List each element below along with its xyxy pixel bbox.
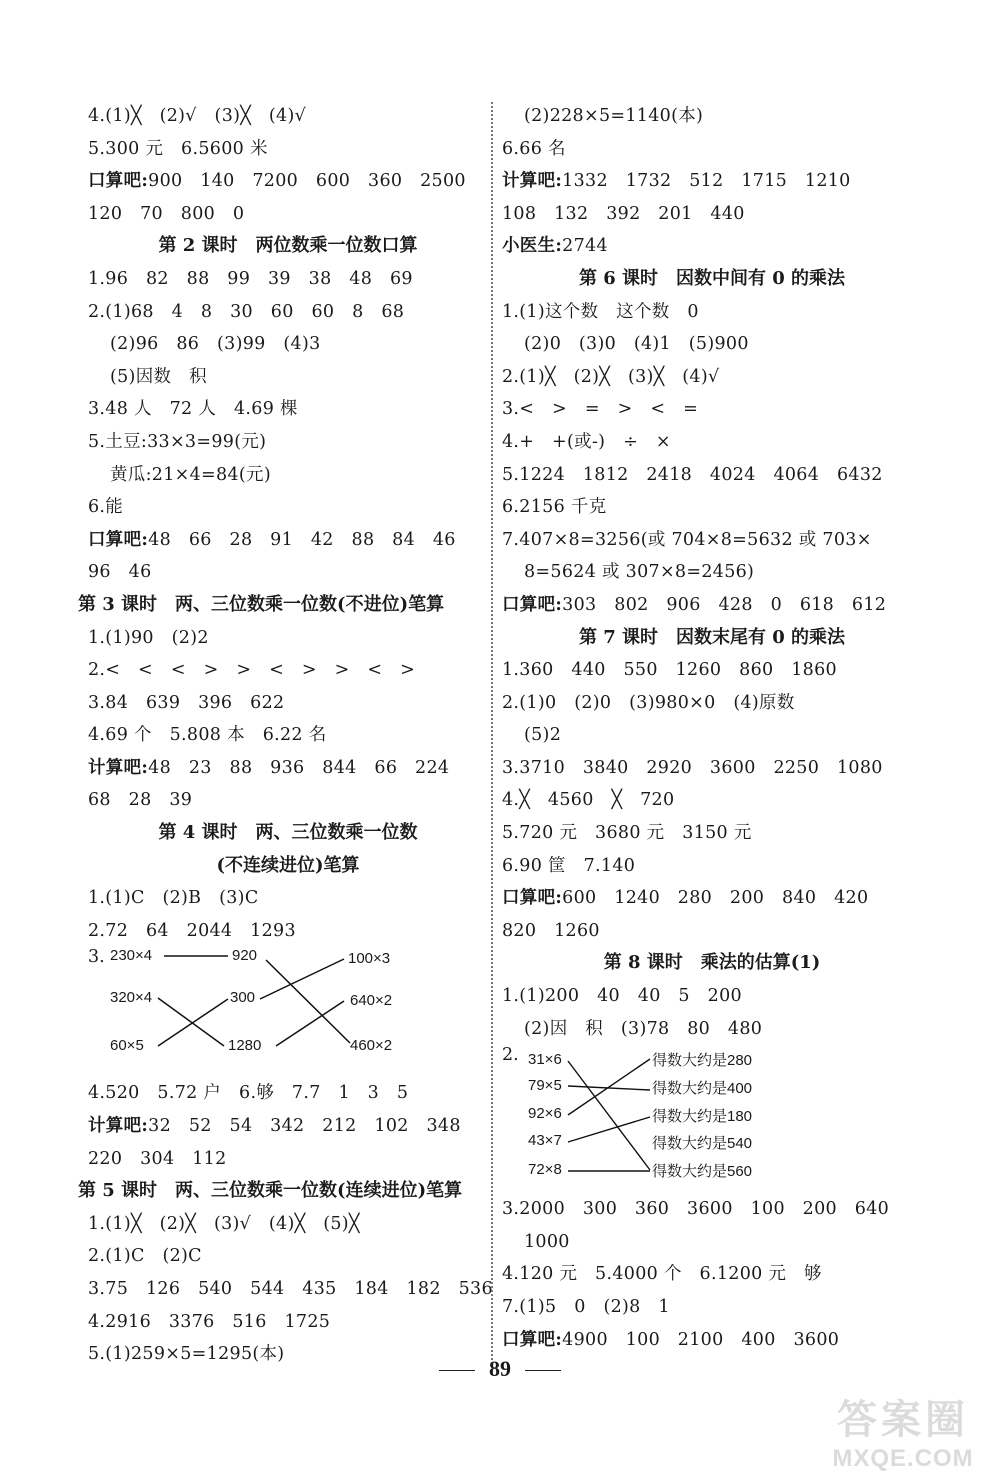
- answer-line: 2.(1)68 4 8 30 60 60 8 68: [88, 301, 405, 322]
- answer-line: 68 28 39: [88, 790, 193, 811]
- answer-line: 黄瓜:21×4=84(元): [110, 464, 271, 485]
- answer-line: 3.3710 3840 2920 3600 2250 1080: [502, 757, 883, 778]
- match-left-item: 230×4: [110, 947, 153, 965]
- column-divider: [491, 102, 493, 1372]
- answer-line: 4.69 个 5.808 本 6.22 名: [88, 725, 327, 746]
- answer-values: 48 23 88 936 844 66 224: [148, 757, 450, 778]
- answer-line: 1.360 440 550 1260 860 1860: [502, 660, 837, 681]
- answer-line: (2)因 积 (3)78 80 480: [524, 1018, 763, 1039]
- answer-line: 3.48 人 72 人 4.69 棵: [88, 399, 298, 420]
- lesson-heading-2: 第 2 课时 两位数乘一位数口算: [158, 235, 418, 257]
- match-left-item: 72×8: [528, 1161, 562, 1179]
- answer-line: (5)2: [524, 725, 562, 746]
- page-number-dash: [525, 1370, 561, 1371]
- answer-line: 4.+ +(或-) ÷ ×: [502, 431, 671, 452]
- answer-line: 8=5624 或 307×8=2456): [524, 562, 755, 583]
- answer-line: 4.520 5.72 户 6.够 7.7 1 3 5: [88, 1083, 409, 1104]
- answer-line: 220 304 112: [88, 1148, 227, 1169]
- section-label: 口算吧:: [502, 1329, 563, 1350]
- match-right-item: 100×3: [348, 950, 391, 968]
- answer-line: 108 132 392 201 440: [502, 203, 745, 224]
- match-left-item: 79×5: [528, 1077, 562, 1095]
- answer-line: 4.2916 3376 516 1725: [88, 1311, 331, 1332]
- lesson-heading-4-sub: (不连续进位)笔算: [216, 854, 360, 876]
- answer-line: 2.(1)0 (2)0 (3)980×0 (4)原数: [502, 692, 795, 713]
- answer-line: 4.120 元 5.4000 个 6.1200 元 够: [502, 1264, 822, 1285]
- watermark-text: 答案圈: [837, 1398, 969, 1442]
- section-label: 口算吧:: [502, 888, 563, 909]
- answer-values: 1332 1732 512 1715 1210: [562, 171, 851, 192]
- answer-line: 2.72 64 2044 1293: [88, 920, 296, 941]
- match-right-item: 得数大约是400: [652, 1080, 753, 1098]
- answer-line: 1.(1)╳ (2)╳ (3)√ (4)╳ (5)╳: [88, 1213, 360, 1234]
- question-number: 3.: [88, 947, 105, 968]
- answer-line: [502, 882, 922, 915]
- match-right-item: 640×2: [350, 992, 393, 1010]
- lesson-heading-6: 第 6 课时 因数中间有 0 的乘法: [578, 267, 846, 289]
- answer-line: 6.2156 千克: [502, 497, 607, 518]
- section-label: 口算吧:: [502, 594, 563, 615]
- answer-line: 1.(1)200 40 40 5 200: [502, 986, 742, 1007]
- lesson-heading-5: 第 5 课时 两、三位数乘一位数(连续进位)笔算: [78, 1180, 463, 1202]
- answer-values: 2744: [562, 236, 608, 257]
- answer-line: 5.1224 1812 2418 4024 4064 6432: [502, 464, 883, 485]
- question-number: 2.: [502, 1045, 519, 1066]
- section-label: 口算吧:: [88, 529, 149, 550]
- answer-line: 1.(1)90 (2)2: [88, 627, 209, 648]
- section-label: 计算吧:: [88, 1116, 149, 1137]
- answer-line: [502, 589, 922, 622]
- page-number-text: 89: [489, 1356, 511, 1381]
- answer-line: [88, 1110, 488, 1143]
- answer-line: 4.╳ 4560 ╳ 720: [502, 790, 675, 811]
- section-label: 小医生:: [502, 236, 563, 257]
- answer-line: 3.75 126 540 544 435 184 182 536: [88, 1279, 493, 1299]
- matching-diagram-2: [502, 1045, 922, 1193]
- lesson-heading-7: 第 7 课时 因数末尾有 0 的乘法: [578, 626, 846, 648]
- answer-values: 4900 100 2100 400 3600: [562, 1329, 840, 1350]
- answer-line: 5.300 元 6.5600 米: [88, 138, 268, 159]
- section-label: 口算吧:: [88, 171, 149, 192]
- answer-line: (2)96 86 (3)99 (4)3: [110, 334, 321, 355]
- match-right-item: 得数大约是280: [652, 1052, 753, 1070]
- match-right-item: 460×2: [350, 1037, 393, 1055]
- answer-line: 820 1260: [502, 920, 600, 941]
- answer-line: (2)228×5=1140(本): [524, 106, 704, 126]
- left-column: [78, 100, 493, 1371]
- answer-line: (2)0 (3)0 (4)1 (5)900: [524, 334, 749, 355]
- answer-line: 7.(1)5 0 (2)8 1: [502, 1297, 670, 1317]
- match-right-item: 得数大约是540: [652, 1135, 753, 1153]
- answer-line: 3.2000 300 360 3600 100 200 640: [502, 1199, 890, 1220]
- answer-line: 2.(1)C (2)C: [88, 1246, 202, 1267]
- answer-line: [502, 230, 922, 263]
- answer-line: 6.90 筐 7.140: [502, 855, 636, 876]
- answer-line: 120 70 800 0: [88, 203, 245, 224]
- answer-line: [88, 165, 488, 198]
- answer-line: [502, 165, 922, 198]
- page-number-dash: [439, 1370, 475, 1371]
- match-right-item: 得数大约是560: [652, 1163, 753, 1181]
- answer-line: 2.< < < > > < > > < >: [88, 660, 416, 681]
- match-right-item: 得数大约是180: [652, 1108, 753, 1126]
- match-mid-item: 920: [232, 947, 258, 965]
- answer-line: 3.< > = > < =: [502, 399, 699, 420]
- lesson-heading-4: 第 4 课时 两、三位数乘一位数: [158, 822, 418, 844]
- answer-values: 303 802 906 428 0 618 612: [562, 594, 887, 615]
- answer-values: 900 140 7200 600 360 2500: [148, 171, 466, 192]
- answer-values: 32 52 54 342 212 102 348: [148, 1116, 461, 1137]
- lesson-heading-8: 第 8 课时 乘法的估算(1): [603, 952, 821, 974]
- answer-line: 5.土豆:33×3=99(元): [88, 431, 267, 452]
- answer-line: 1.(1)这个数 这个数 0: [502, 301, 699, 322]
- answer-line: 6.能: [88, 497, 124, 518]
- matching-lines: [88, 947, 488, 1077]
- answer-line: 6.66 名: [502, 138, 566, 159]
- answer-line: 3.84 639 396 622: [88, 692, 285, 713]
- match-mid-item: 1280: [228, 1037, 262, 1055]
- match-left-item: 43×7: [528, 1132, 562, 1150]
- watermark-logo: [818, 1388, 988, 1473]
- section-label: 计算吧:: [502, 171, 563, 192]
- matching-diagram-1: [88, 947, 488, 1077]
- answer-line: 1.96 82 88 99 39 38 48 69: [88, 268, 413, 289]
- answer-line: [88, 752, 488, 785]
- match-left-item: 31×6: [528, 1051, 562, 1069]
- right-column: [502, 100, 922, 1356]
- match-left-item: 92×6: [528, 1105, 562, 1123]
- answer-values: 600 1240 280 200 840 420: [562, 888, 869, 909]
- answer-line: (5)因数 积: [110, 366, 207, 387]
- page-number: [0, 1356, 1000, 1382]
- answer-line: 1000: [524, 1231, 570, 1252]
- section-label: 计算吧:: [88, 757, 149, 778]
- answer-line: 5.(1)259×5=1295(本): [88, 1344, 285, 1365]
- answer-line: [502, 1324, 922, 1357]
- watermark-url: MXQE.COM: [832, 1445, 974, 1472]
- answer-line: [88, 524, 488, 557]
- answer-line: 1.(1)C (2)B (3)C: [88, 888, 259, 909]
- lesson-heading-3: 第 3 课时 两、三位数乘一位数(不进位)笔算: [78, 593, 445, 615]
- answer-line: 2.(1)╳ (2)╳ (3)╳ (4)√: [502, 366, 720, 387]
- match-left-item: 320×4: [110, 989, 153, 1007]
- answer-line: 5.720 元 3680 元 3150 元: [502, 823, 752, 844]
- answer-line: 96 46: [88, 562, 152, 583]
- match-mid-item: 300: [230, 989, 256, 1007]
- answer-line: 4.(1)╳ (2)√ (3)╳ (4)√: [88, 106, 307, 126]
- match-left-item: 60×5: [110, 1037, 144, 1055]
- answer-line: 7.407×8=3256(或 704×8=5632 或 703×: [502, 529, 872, 550]
- answer-values: 48 66 28 91 42 88 84 46: [148, 529, 456, 550]
